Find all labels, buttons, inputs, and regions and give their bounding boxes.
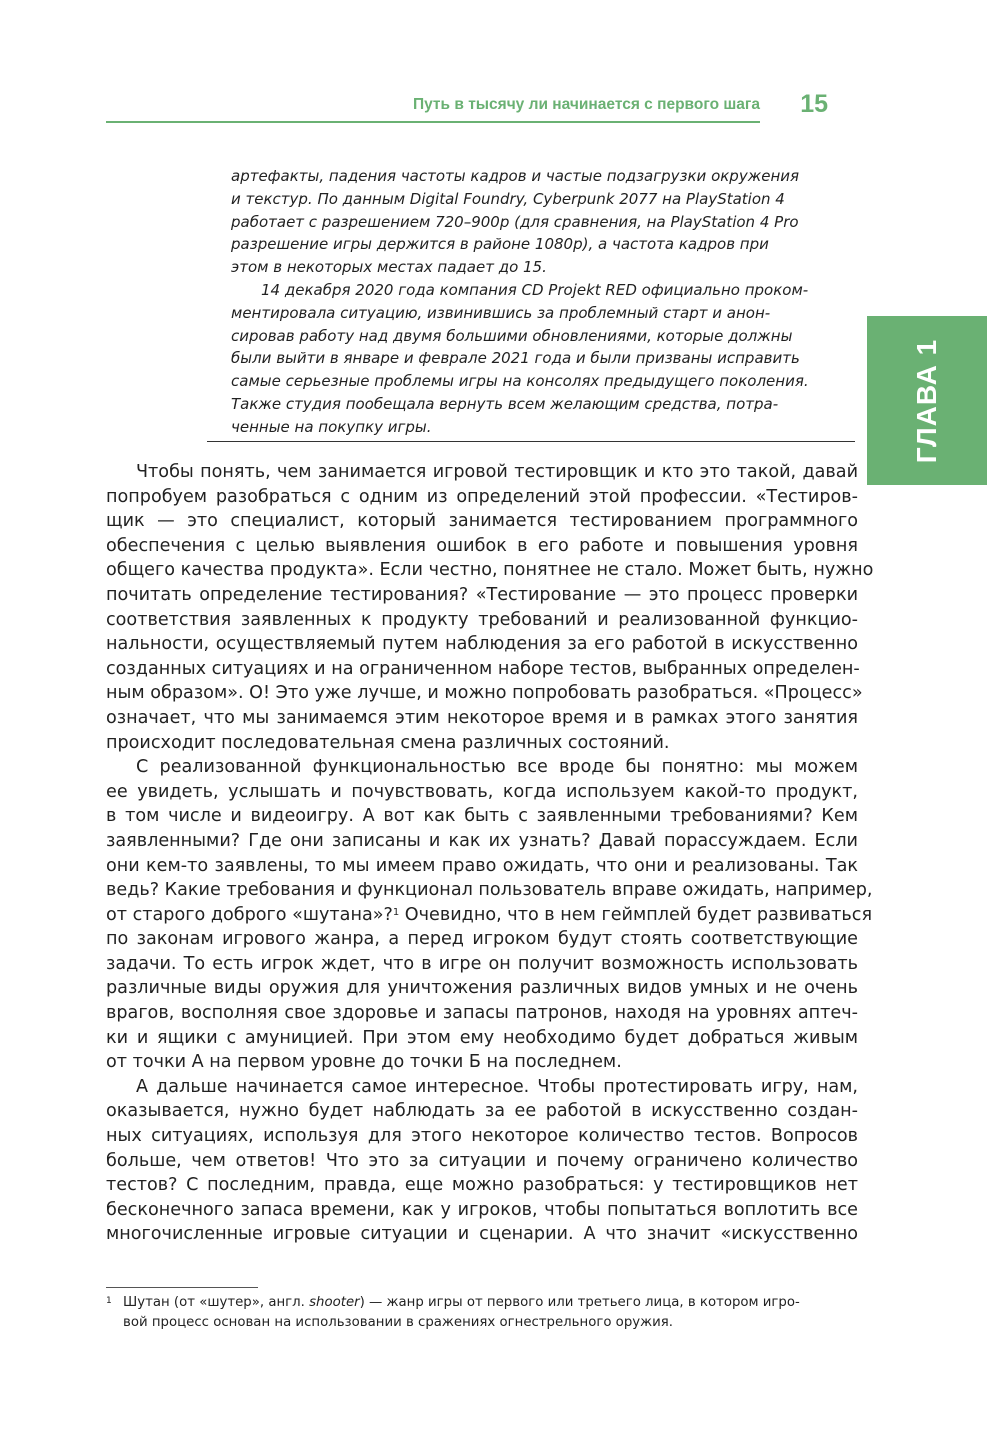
sidebar-note	[231, 165, 843, 439]
footnote-text: Шутан (от «шутер», англ.	[123, 1295, 310, 1310]
paragraph-line: врагов, восполняя свое здоровье и запасы патронов, находя на уровнях аптеч-	[106, 1003, 858, 1024]
main-text	[106, 460, 874, 1247]
chapter-tab-label: ГЛАВА 1	[911, 338, 942, 463]
footnote-rule	[106, 1287, 258, 1288]
paragraph-line: общего качества продукта». Если честно, понятнее не стало. Может быть, нужно	[106, 560, 874, 581]
footnote-term: shooter	[309, 1295, 360, 1310]
sidebar-line: ченные на покупку игры.	[231, 417, 432, 436]
paragraph-line: ее увидеть, услышать и почувствовать, когда используем какой-то продукт,	[106, 781, 858, 802]
paragraph-line: нальности, осуществляемый путем наблюдения за его работой в искусственно	[106, 634, 858, 655]
paragraph-line: почитать определение тестирования? «Тестирование — это процесс проверки	[106, 584, 858, 605]
paragraph-line: тестов? С последним, правда, еще можно разобраться: у тестировщиков нет	[106, 1175, 858, 1196]
footnote-line: вой процесс основан на использовании в сражениях огнестрельного оружия.	[123, 1315, 673, 1330]
paragraph-line: различные виды оружия для уничтожения различных видов умных и не очень	[106, 978, 858, 999]
sidebar-line: работает с разрешением 720–900p (для сравнения, на PlayStation 4 Pro	[231, 212, 799, 231]
paragraph-line: происходит последовательная смена различных состояний.	[106, 732, 670, 753]
paragraph-line: созданных ситуациях и на ограниченном наборе тестов, выбранных определен-	[106, 658, 860, 679]
paragraph-line	[106, 903, 873, 928]
paragraph-line: по законам игрового жанра, а перед игроком будут стоять соответствующие	[106, 929, 858, 950]
paragraph-line: щик — это специалист, который занимается тестированием программного	[106, 511, 858, 532]
paragraph-line: обеспечения с целью выявления ошибок в его работе и повышения уровня	[106, 535, 858, 556]
paragraph-line: ным образом». О! Это уже лучше, и можно попробовать разобраться. «Процесс»	[106, 683, 863, 704]
paragraph-line: заявленными? Где они записаны и как их узнать? Давай порассуждаем. Если	[106, 830, 858, 851]
paragraph-line: С реализованной функциональностью все вроде бы понятно: мы можем	[136, 757, 858, 778]
paragraph-line: в том числе и видеоигру. А вот как быть с заявленными требованиями? Кем	[106, 806, 858, 827]
footnote-reference[interactable]: 1	[392, 906, 400, 918]
line-segment: от старого доброго «шутана»?	[106, 904, 393, 925]
paragraph-line: означает, что мы занимаемся этим некоторое время и в рамках этого занятия	[106, 707, 858, 728]
paragraph-line: многочисленные игровые ситуации и сценарии. А что значит «искусственно	[106, 1224, 858, 1245]
footnote-mark: 1	[106, 1296, 112, 1306]
sidebar-line: 14 декабря 2020 года компания CD Projekt RED официально проком-	[261, 280, 809, 299]
paragraph-line: попробуем разобраться с одним из определений этой профессии. «Тестиров-	[106, 486, 858, 507]
sidebar-line: артефакты, падения частоты кадров и частые подзагрузки окружения	[231, 167, 800, 185]
header-rule	[106, 121, 760, 123]
running-head	[106, 92, 828, 124]
sidebar-line: были выйти в январе и феврале 2021 года и были призваны исправить	[231, 349, 800, 368]
sidebar-rule	[207, 441, 855, 442]
sidebar-line: самые серьезные проблемы игры на консолях предыдущего поколения.	[231, 372, 809, 391]
paragraph-line: ных ситуациях, используя для этого некоторое количество тестов. Вопросов	[106, 1126, 858, 1147]
paragraph-line: соответствия заявленных к продукту требований и реализованной функцио-	[106, 609, 858, 630]
paragraph-line: больше, чем ответов! Что это за ситуации и почему ограничено количество	[106, 1150, 858, 1171]
chapter-tab	[867, 316, 987, 485]
footnote-text: ) — жанр игры от первого или третьего лица, в котором игро-	[359, 1295, 800, 1310]
paragraph-line: ведь? Какие требования и функционал пользователь вправе ожидать, например,	[106, 880, 873, 901]
page-number: 15	[800, 90, 828, 118]
paragraph-line: Чтобы понять, чем занимается игровой тестировщик и кто это такой, давай	[136, 462, 858, 482]
paragraph-line: оказывается, нужно будет наблюдать за ее работой в искусственно создан-	[106, 1101, 858, 1122]
sidebar-line: ментировала ситуацию, извинившись за проблемный старт и анон-	[231, 303, 771, 322]
line-segment: Очевидно, что в нем геймплей будет развиваться	[399, 904, 873, 925]
paragraph-line: задачи. То есть игрок ждет, что в игре он получит возможность использовать	[106, 953, 858, 974]
footnote-line	[106, 1293, 858, 1313]
sidebar-line: этом в некоторых местах падает до 15.	[231, 258, 547, 277]
paragraph-line: А дальше начинается самое интересное. Чтобы протестировать игру, нам,	[136, 1076, 858, 1097]
sidebar-line: сировав работу над двумя большими обновлениями, которые должны	[231, 326, 793, 345]
sidebar-line: разрешение игры держится в районе 1080p), а частота кадров при	[231, 235, 769, 254]
paragraph-line: ки и ящики с амуницией. При этом ему необходимо будет добраться живым	[106, 1027, 858, 1048]
sidebar-line: Также студия пообещала вернуть всем желающим средства, потра-	[231, 394, 779, 413]
paragraph-line: от точки А на первом уровне до точки Б на последнем.	[106, 1052, 622, 1073]
paragraph-line: бесконечного запаса времени, как у игроков, чтобы попытаться воплотить все	[106, 1199, 858, 1220]
paragraph-line: они кем-то заявлены, то мы имеем право ожидать, что они и реализованы. Так	[106, 855, 858, 876]
running-title: Путь в тысячу ли начинается с первого шага	[412, 96, 760, 113]
footnote	[106, 1293, 858, 1333]
sidebar-line: и текстур. По данным Digital Foundry, Cyberpunk 2077 на PlayStation 4	[231, 189, 785, 208]
